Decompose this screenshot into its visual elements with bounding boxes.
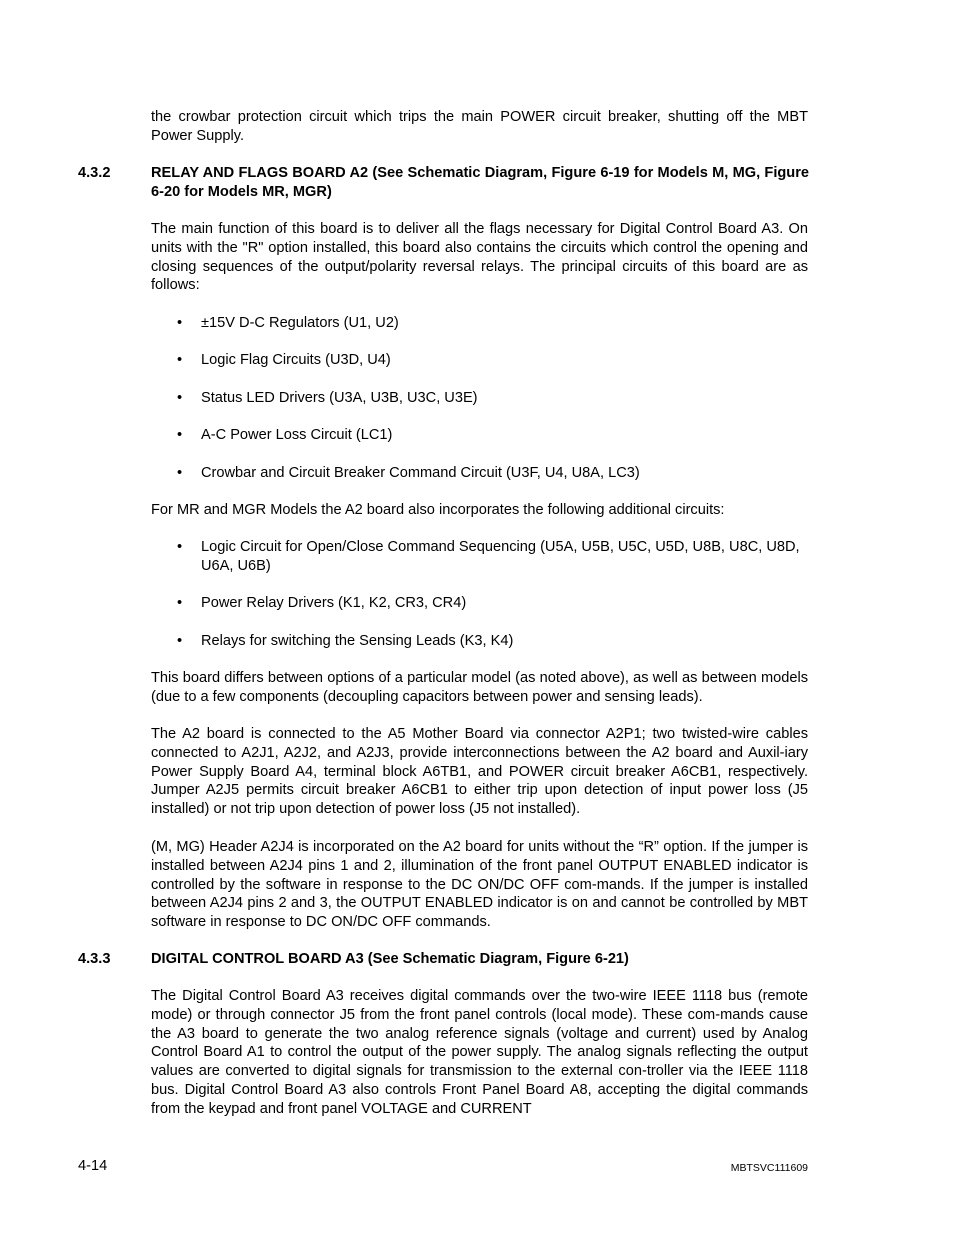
bullet-text: A-C Power Loss Circuit (LC1)	[201, 427, 393, 443]
section-432-paragraph-4: The A2 board is connected to the A5 Mother Board via connector A2P1; two twisted-wire cables connected to A2J1, A2J2, and A2J3, provide interconnections between the A2 board and Auxil-iary Power Supply Board A4, terminal block A6TB1, and POWER circuit breaker A6CB1, respectively. Jumper A2J5 permits circuit breaker A6CB1 to either trip upon detection of input power loss (J5 installed) or not trip upon detection of power loss (J5 not installed).	[151, 726, 808, 818]
bullet-text: Relays for switching the Sensing Leads (K3, K4)	[201, 633, 514, 649]
bullet-text: Crowbar and Circuit Breaker Command Circuit (U3F, U4, U8A, LC3)	[201, 465, 640, 481]
bullet-text: Power Relay Drivers (K1, K2, CR3, CR4)	[201, 595, 467, 611]
bullet-dot: •	[177, 633, 183, 649]
page-number: 4-14	[78, 1158, 108, 1174]
bullet-dot: •	[177, 352, 183, 368]
bullet-dot: •	[177, 390, 183, 406]
section-433-number: 4.3.3	[78, 951, 111, 967]
section-433-paragraph-1: The Digital Control Board A3 receives digital commands over the two-wire IEEE 1118 bus (remote mode) or through connector J5 from the front panel controls (local mode). These com-mands cause the A3 board to generate the two analog reference signals (voltage and current) used by Analog Control Board A1 to control the output of the power supply. The analog signals reflecting the output values are converted to digital signals for transmission to the external con-troller via the IEEE 1118 bus. Digital Control Board A3 also controls Front Panel Board A8, accepting the digital commands from the keypad and front panel VOLTAGE and CURRENT	[151, 988, 808, 1117]
section-432-paragraph-2: For MR and MGR Models the A2 board also incorporates the following additional circuits:	[151, 502, 725, 518]
bullet-text: ±15V D-C Regulators (U1, U2)	[201, 315, 399, 331]
bullet-text: Logic Flag Circuits (U3D, U4)	[201, 352, 391, 368]
section-432-paragraph-5: (M, MG) Header A2J4 is incorporated on the A2 board for units without the “R” option. If the jumper is installed between A2J4 pins 1 and 2, illumination of the front panel OUTPUT ENABLED indicator is controlled by the software in response to the DC ON/DC OFF com-mands. If the jumper is installed between A2J4 pins 2 and 3, the OUTPUT ENABLED indicator is on and cannot be controlled by MBT software in response to DC ON/DC OFF commands.	[151, 839, 808, 931]
bullet-text: Logic Circuit for Open/Close Command Sequencing (U5A, U5B, U5C, U5D, U8B, U8C, U8D, U6A, U6B)	[201, 539, 800, 574]
section-433-title: DIGITAL CONTROL BOARD A3 (See Schematic Diagram, Figure 6-21)	[151, 951, 629, 967]
bullet-dot: •	[177, 539, 183, 555]
bullet-dot: •	[177, 427, 183, 443]
bullet-text: Status LED Drivers (U3A, U3B, U3C, U3E)	[201, 390, 478, 406]
document-code: MBTSVC111609	[730, 1162, 808, 1174]
intro-paragraph: the crowbar protection circuit which trips the main POWER circuit breaker, shutting off the MBT Power Supply.	[151, 109, 808, 144]
bullet-dot: •	[177, 465, 183, 481]
bullet-dot: •	[177, 595, 183, 611]
bullet-dot: •	[177, 315, 183, 331]
section-432-paragraph-1: The main function of this board is to deliver all the flags necessary for Digital Control Board A3. On units with the "R" option installed, this board also contains the circuits which control the opening and closing sequences of the output/polarity reversal relays. The principal circuits of this board are as follows:	[151, 221, 808, 294]
section-432-number: 4.3.2	[78, 165, 111, 181]
section-432-title: RELAY AND FLAGS BOARD A2 (See Schematic Diagram, Figure 6-19 for Models M, MG, Figure 6-20 for Models MR, MGR)	[151, 165, 809, 200]
section-432-paragraph-3: This board differs between options of a particular model (as noted above), as well as between models (due to a few components (decoupling capacitors between power and sensing leads).	[151, 670, 808, 705]
